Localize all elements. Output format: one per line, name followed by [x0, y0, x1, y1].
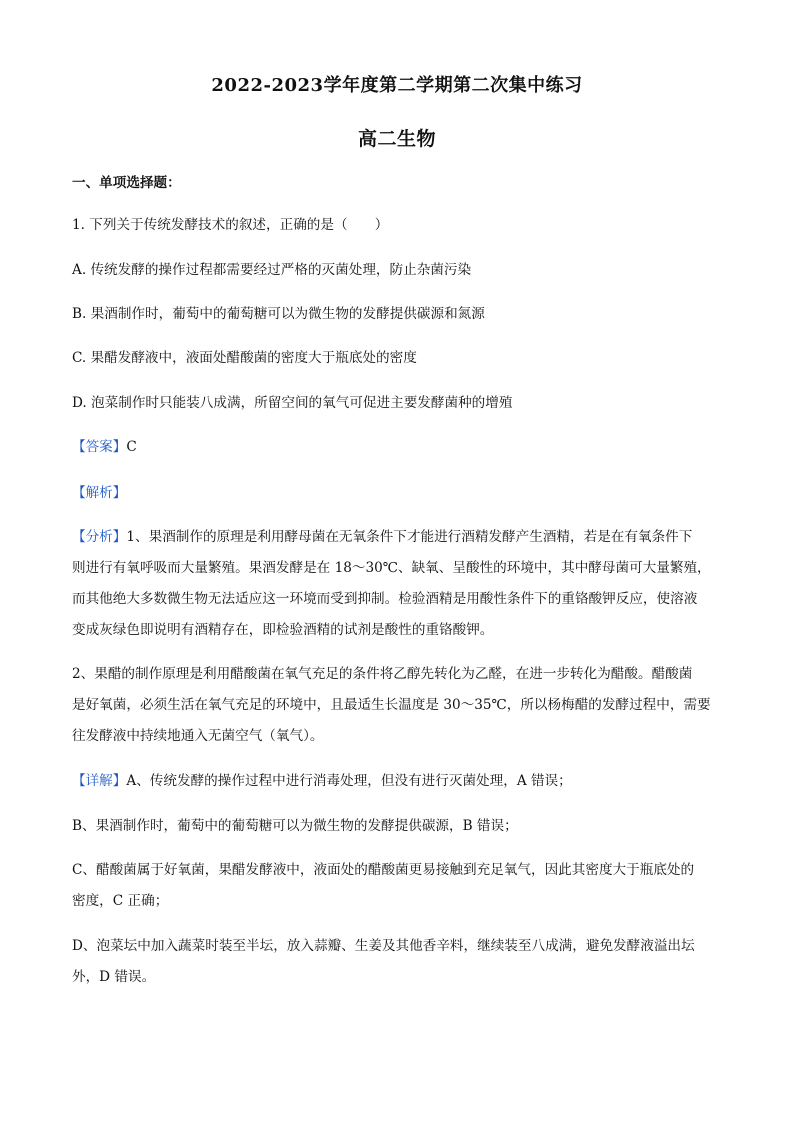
analysis-line — [72, 484, 732, 502]
answer-tag: 【答案】 — [72, 439, 127, 455]
xiangjie-line-d1: D、泡菜坛中加入蔬菜时装至半坛，放入蒜瓣、生姜及其他香辛料，继续装至八成满，避免发酵液溢出坛 — [72, 938, 695, 954]
point2-line-3: 往发酵液中持续地通入无菌空气（氧气）。 — [72, 728, 324, 744]
section-heading: 一、单项选择题： — [72, 175, 181, 191]
fenxi-line-3: 而其他绝大多数微生物无法适应这一环境而受到抑制。检验酒精是用酸性条件下的重铬酸钾反应，使溶液 — [72, 591, 698, 607]
fenxi-line-2: 则进行有氧呼吸而大量繁殖。果酒发酵是在 18～30℃、缺氧、呈酸性的环境中，其中酵母菌可大量繁殖， — [72, 560, 711, 576]
point2-line-2: 是好氧菌，必须生活在氧气充足的环境中，且最适生长温度是 30～35℃，所以杨梅醋的发酵过程中，需要 — [72, 697, 711, 713]
xiangjie-a: A、传统发酵的操作过程中进行消毒处理，但没有进行灭菌处理，A 错误； — [126, 773, 572, 789]
document-title: 2022-2023学年度第二学期第二次集中练习 — [211, 75, 583, 96]
answer-line — [72, 438, 732, 456]
answer-value: C — [126, 439, 137, 455]
question-stem: 1. 下列关于传统发酵技术的叙述，正确的是（ ） — [72, 217, 389, 233]
xiangjie-line-a — [72, 772, 732, 790]
analysis-tag: 【解析】 — [72, 485, 127, 501]
xiangjie-line-c2: 密度，C 正确； — [72, 893, 169, 909]
xiangjie-line-b: B、果酒制作时，葡萄中的葡萄糖可以为微生物的发酵提供碳源，B 错误； — [72, 818, 518, 834]
option-b: B. 果酒制作时，葡萄中的葡萄糖可以为微生物的发酵提供碳源和氮源 — [72, 306, 485, 322]
xiangjie-line-d2: 外，D 错误。 — [72, 969, 156, 985]
document-subtitle: 高二生物 — [357, 128, 436, 150]
option-a: A. 传统发酵的操作过程都需要经过严格的灭菌处理，防止杂菌污染 — [72, 262, 472, 278]
option-c: C. 果醋发酵液中，液面处醋酸菌的密度大于瓶底处的密度 — [72, 350, 417, 366]
fenxi-line-1 — [72, 528, 732, 546]
fenxi-tag: 【分析】 — [72, 529, 127, 545]
fenxi-text-1: 1、果酒制作的原理是利用酵母菌在无氧条件下才能进行酒精发酵产生酒精，若是在有氧条件下 — [126, 529, 693, 545]
point2-line-1: 2、果醋的制作原理是利用醋酸菌在氧气充足的条件将乙醇先转化为乙醛，在进一步转化为醋酸。醋酸菌 — [72, 666, 693, 682]
xiangjie-tag: 【详解】 — [72, 773, 127, 789]
fenxi-line-4: 变成灰绿色即说明有酒精存在，即检验酒精的试剂是酸性的重铬酸钾。 — [72, 622, 494, 638]
xiangjie-line-c1: C、醋酸菌属于好氧菌，果醋发酵液中，液面处的醋酸菌更易接触到充足氧气，因此其密度大于瓶底处的 — [72, 862, 695, 878]
option-d: D. 泡菜制作时只能装八成满，所留空间的氧气可促进主要发酵菌种的增殖 — [72, 395, 513, 411]
